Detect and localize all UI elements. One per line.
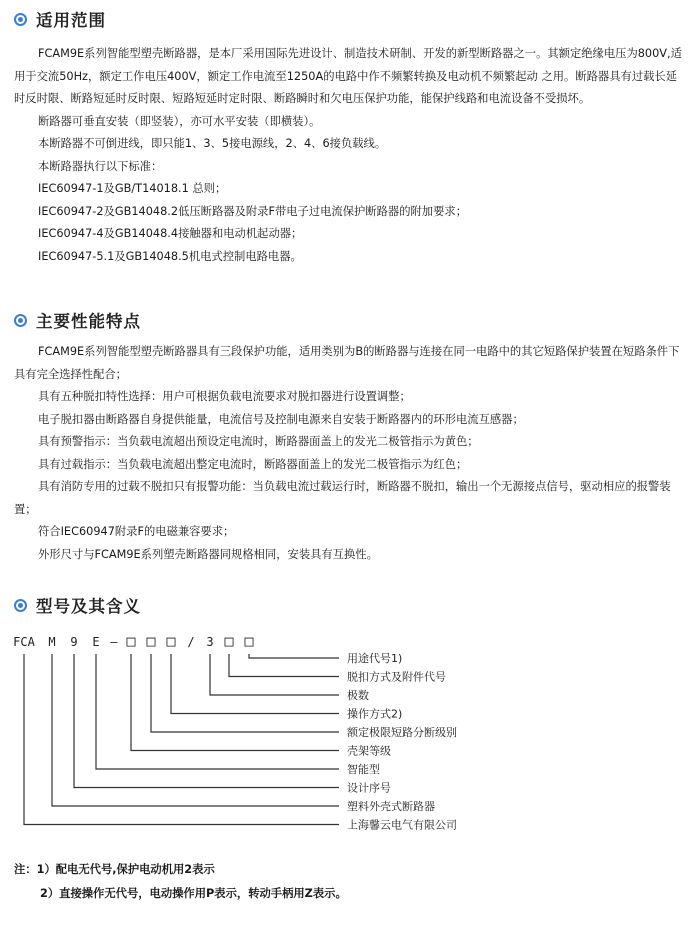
code-char: □ <box>244 632 254 650</box>
model-code-diagram <box>0 620 700 860</box>
leader-line <box>131 654 339 751</box>
model-label: 智能型 <box>347 763 380 776</box>
feature-item: 具有五种脱扣特性选择：用户可根据负载电流要求对脱扣器进行设置调整； <box>38 390 411 403</box>
feature-item: 具有过载指示：当负载电流超出整定电流时，断路器面盖上的发光二极管指示为红色； <box>38 457 468 471</box>
paragraph: FCAM9E系列智能型塑壳断路器，是本厂采用国际先进设计、制造技术研制、开发的新型断路器之一。其额定绝缘电压为800V,适用于交流50Hz，额定工作电压400V，额定工作电流至1250A的电路中作不频繁转换及电动机不频繁起动 之用。断路器具有过载长延时反时限、断路短延时反时限、短路短延时定时限、断路瞬时和欠电压保护功能，能保护线路和电流设备不受损坏。 <box>14 47 682 105</box>
section-title: 适用范围 <box>36 11 106 30</box>
code-char: 3 <box>206 635 214 649</box>
model-label: 用途代号1) <box>347 652 403 665</box>
section-header-features <box>14 307 141 333</box>
code-char: 9 <box>70 635 78 649</box>
model-label: 脱扣方式及附件代号 <box>347 670 446 684</box>
code-char: □ <box>224 632 234 650</box>
section-title: 型号及其含义 <box>36 597 141 616</box>
code-char: FCA <box>13 635 35 649</box>
code-char: E <box>92 635 100 649</box>
model-label: 上海馨云电气有限公司 <box>347 818 457 832</box>
bullet-circle-icon <box>14 599 27 612</box>
code-char: M <box>48 635 56 649</box>
feature-item: 电子脱扣器由断路器自身提供能量，电流信号及控制电源来自安装于断路器内的环形电流互感器； <box>38 412 524 426</box>
leader-line <box>151 654 339 732</box>
bullet-circle-icon <box>14 13 27 26</box>
notes <box>14 858 686 906</box>
standard-item: IEC60947-5.1及GB14048.5机电式控制电路电器。 <box>38 249 302 263</box>
note-1: 注：1）配电无代号,保护电动机用2表示 <box>14 863 215 876</box>
paragraph: 本断路器执行以下标准： <box>38 159 163 173</box>
model-labels <box>347 651 457 832</box>
model-label: 壳架等级 <box>347 744 391 758</box>
model-label: 塑料外壳式断路器 <box>347 800 435 813</box>
feature-item: 外形尺寸与FCAM9E系列塑壳断路器同规格相同，安装具有互换性。 <box>38 547 378 561</box>
bullet-circle-icon <box>14 314 27 327</box>
scope-text <box>14 43 686 268</box>
code-char: □ <box>126 632 136 650</box>
section-title: 主要性能特点 <box>36 312 141 331</box>
feature-item: 符合IEC60947附录F的电磁兼容要求； <box>38 525 235 538</box>
leader-line <box>74 654 339 788</box>
features-text <box>14 341 686 566</box>
standard-item: IEC60947-2及GB14048.2低压断路器及附录F带电子过电流保护断路器的附加要求； <box>38 204 467 218</box>
note-2: 2）直接操作无代号，电动操作用P表示，转动手柄用Z表示。 <box>40 887 347 900</box>
paragraph: 本断路器不可倒进线，即只能1、3、5接电源线，2、4、6接负载线。 <box>38 137 387 150</box>
code-char: — <box>110 635 118 649</box>
code-char: □ <box>146 632 156 650</box>
feature-item: 具有预警指示：当负载电流超出预设定电流时，断路器面盖上的发光二极管指示为黄色； <box>38 435 479 448</box>
leader-line <box>171 654 339 714</box>
model-label: 设计序号 <box>347 781 391 795</box>
section-header-scope <box>14 6 106 32</box>
leader-line <box>229 654 339 677</box>
leader-line <box>249 654 339 658</box>
leader-lines <box>24 654 339 825</box>
model-code <box>13 632 253 650</box>
section-header-model <box>14 592 141 618</box>
feature-item: 具有消防专用的过载不脱扣只有报警功能：当负载电流过载运行时，断路器不脱扣，输出一个无源接点信号，驱动相应的报警装置； <box>14 480 671 516</box>
standard-item: IEC60947-1及GB/T14018.1 总则； <box>38 182 227 195</box>
leader-line <box>24 654 339 825</box>
code-char: / <box>187 635 195 649</box>
model-label: 操作方式2) <box>347 707 403 721</box>
code-char: □ <box>166 632 176 650</box>
model-label: 极数 <box>347 689 369 702</box>
leader-line <box>96 654 339 769</box>
model-label: 额定极限短路分断级别 <box>347 726 457 739</box>
paragraph: FCAM9E系列智能型塑壳断路器具有三段保护功能，适用类别为B的断路器与连接在同一电路中的其它短路保护装置在短路条件下具有完全选择性配合； <box>14 345 680 381</box>
standard-item: IEC60947-4及GB14048.4接触器和电动机起动器； <box>38 227 303 240</box>
paragraph: 断路器可垂直安装（即竖装），亦可水平安装（即横装）。 <box>38 114 321 128</box>
